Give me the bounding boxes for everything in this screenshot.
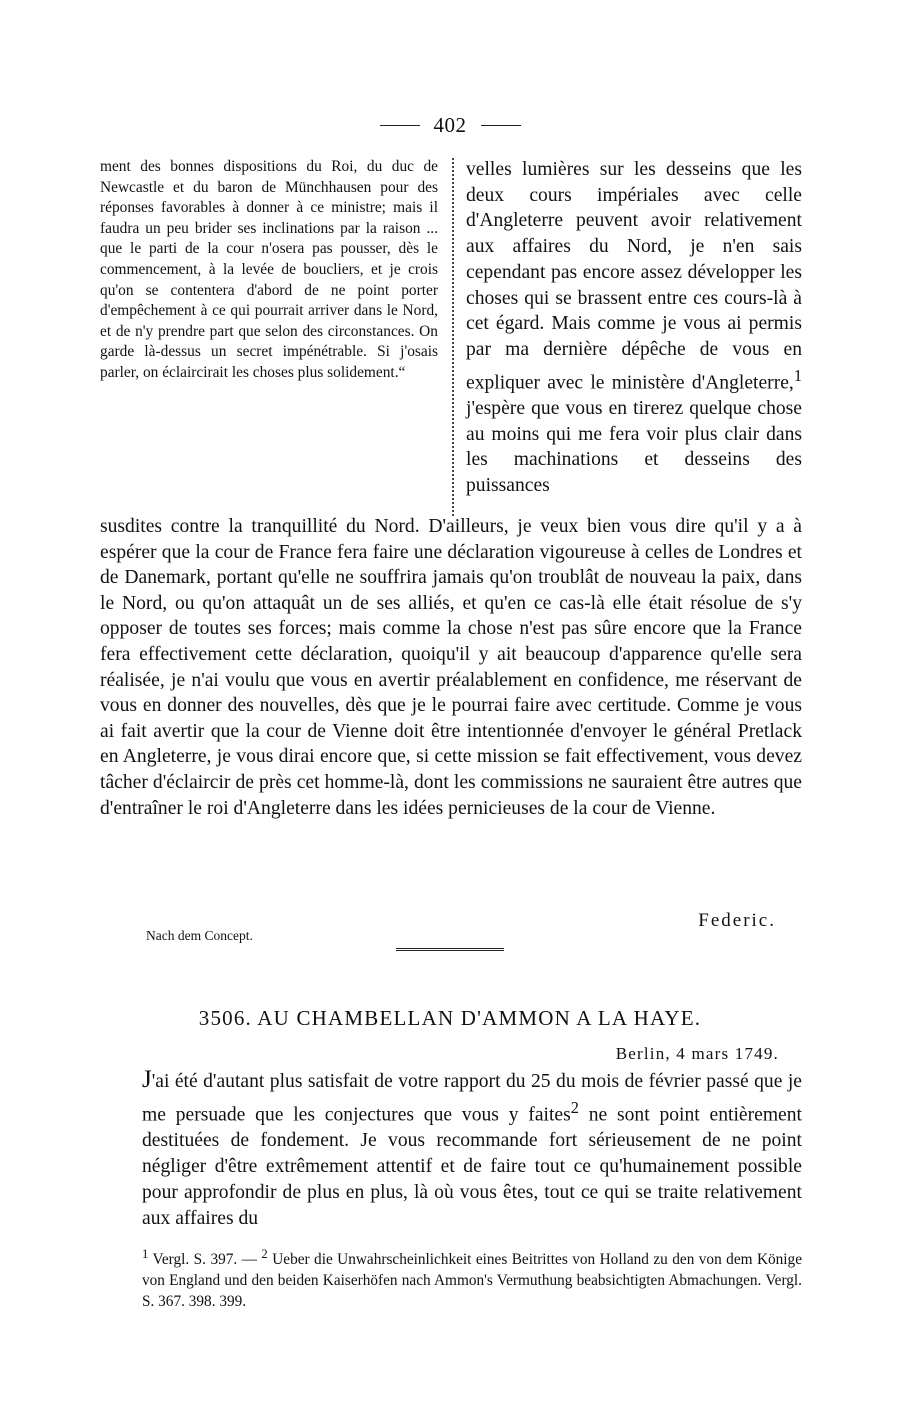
letter-heading: 3506. AU CHAMBELLAN D'AMMON A LA HAYE. <box>198 1006 702 1030</box>
left-column-text: ment des bonnes dispositions du Roi, du duc de Newcastle et du baron de Münchhausen pour des réponses favorables à donner à ce ministre; mais il faudra un peu brider ses inclinations par la raison ... que le parti de la cour n'osera pas pousser, dès le commencement, à la levée de boucliers, et je crois qu'on se contentera d'abord de ne point porter d'empêchement à ce qui pourrait arriver dans le Nord, et de n'y prendre part que selon des circonstances. On garde là-dessus un secret impénétrable. Si j'osais parler, on éclaircirait les choses plus solidement.“ <box>100 158 438 381</box>
letter-dateline: Berlin, 4 mars 1749. <box>615 1044 779 1063</box>
footnote-marker-2: 2 <box>261 1247 268 1261</box>
footnote-ref-1: 1 <box>793 365 802 385</box>
full-width-paragraph: susdites contre la tranquillité du Nord. D'ailleurs, je veux bien vous dire qu'il y a à espérer que la cour de France fera faire une déclaration vigoureuse à celles de Londres et de Danemark, portant qu'elle ne souffrira jamais qu'on troublât de nouveau la paix, dans le Nord, ou qu'on attaquât un de ses alliés, et qu'en ce cas-là elle était résolue de s'y opposer de toutes ses forces; mais comme la chose n'est pas sûre encore que la France fera effectivement cette déclaration, quoiqu'il y ait beaucoup d'apparence qu'elle sera réalisée, je n'ai voulu que vous en avertir préalablement en confidence, me réservant de vous en donner des nouvelles, dès que je le pourrai faire avec certitude. Comme je vous ai fait avertir que la cour de Vienne doit être intentionnée d'envoyer le général Pretlack en Angleterre, je vous dirai encore que, si cette mission se fait effectivement, vous devez tâcher d'éclaircir de près cet homme-là, dont les commissions ne sauraient être autres que d'entraîner le roi d'Angleterre dans les idées pernicieuses de la cour de Vienne. <box>100 516 802 819</box>
letter-initial: J <box>142 1066 152 1093</box>
right-column-text-a: velles lumières sur les desseins que les deux cours impériales avec celle d'Angleterre peuvent avoir relativement aux affaires du Nord, je n'en sais cependant pas encore assez développer les choses qui se brassent entre ces cours-là à cet égard. Mais comme je vous ai permis par ma dernière dépêche de vous en expliquer avec le ministère d'Angleterre, <box>466 159 802 394</box>
page-header <box>0 110 900 140</box>
footnote-ref-2: 2 <box>570 1097 579 1117</box>
footnotes <box>100 1244 802 1312</box>
page-number: 402 <box>433 112 467 137</box>
header-rule-left <box>380 125 420 126</box>
full-width-text <box>100 514 802 821</box>
signature: Federic. <box>698 910 776 931</box>
footnote-text-1: Vergl. S. 397. — <box>148 1251 262 1269</box>
right-column-paragraph <box>466 157 802 499</box>
footnote-text-2: Ueber die Unwahrscheinlichkeit eines Beitrittes von Holland zu den von dem Könige von England und den beiden Kaiserhöfen nach Ammon's Vermuthung beabsichtigten Abmachungen. Vergl. S. 367. 398. 399. <box>142 1251 802 1310</box>
right-column-text <box>466 157 802 499</box>
letter-body <box>100 1066 802 1232</box>
source-note: Nach dem Concept. <box>146 928 253 943</box>
letter-paragraph <box>100 1066 802 1232</box>
footnote-line <box>100 1244 802 1312</box>
right-column-text-b: j'espère que vous en tirerez quelque chose au moins qui me fera voir plus clair dans les machinations et desseins des puissances <box>466 397 802 496</box>
letter-text-a: 'ai été d'autant plus satisfait de votre rapport du 25 du mois de février passé que je me persuade que les conjectures que vous y faites <box>142 1071 802 1126</box>
column-divider <box>452 158 454 516</box>
left-column-quotation <box>100 157 438 384</box>
letter-text-b: ne sont point entièrement destituées de fondement. Je vous recommande fort sérieusement de ne point négliger d'être extrêmement attentif et de faire tout ce qu'humainement possible pour approfondir de plus en plus, là où vous êtes, tout ce qui se traite relativement aux affaires du <box>142 1104 802 1230</box>
footnote-marker-1: 1 <box>142 1247 149 1261</box>
section-separator <box>396 948 504 951</box>
header-rule-right <box>481 125 521 126</box>
